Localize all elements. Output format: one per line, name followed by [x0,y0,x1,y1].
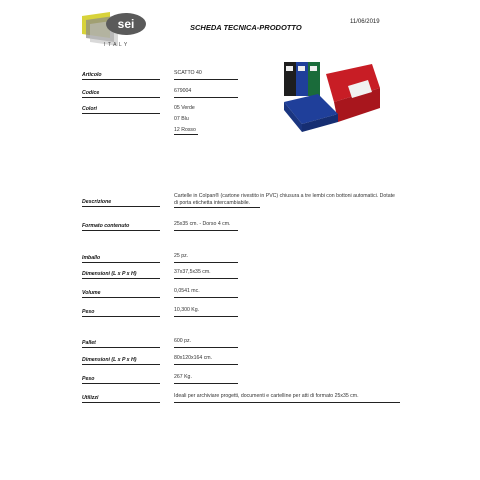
divider [174,230,238,231]
codice-label: Codice [82,90,100,96]
colori-value-3: 12 Rosso [174,127,196,133]
divider [82,383,160,384]
peso-value: 10,300 Kg. [174,307,200,313]
divider [82,113,160,114]
brand-subtitle: ITALY [104,42,130,48]
divider [174,364,238,365]
divider [82,364,160,365]
divider [174,207,260,208]
colori-value-2: 07 Blu [174,116,189,122]
divider [174,297,238,298]
dimensioni-label: Dimensioni (L x P x H) [82,271,137,277]
divider [174,262,238,263]
document-date: 11/06/2019 [350,19,380,25]
descrizione-value-line2: di porta etichetta intercambiabile. [174,200,251,206]
volume-value: 0,0541 mc. [174,288,200,294]
divider [82,230,160,231]
divider [82,262,160,263]
descrizione-value-line1: Cartelle in Colpan® (cartone rivestito in PVC) chiusura a tre lembi con bottoni automatici. Dotate [174,193,395,199]
articolo-label: Articolo [82,72,102,78]
divider [174,347,238,348]
colori-label: Colori [82,106,97,112]
pallet-dimensioni-value: 80x120x164 cm. [174,355,213,361]
articolo-value: SCATTO 40 [174,70,202,76]
pallet-peso-label: Peso [82,376,95,382]
divider [174,278,238,279]
peso-label: Peso [82,309,95,315]
divider [82,402,160,403]
product-image [282,58,382,136]
divider [82,278,160,279]
imballo-label: Imballo [82,255,101,261]
divider [174,134,198,135]
pallet-dimensioni-label: Dimensioni (L x P x H) [82,357,137,363]
volume-label: Volume [82,290,101,296]
divider [82,79,160,80]
divider [174,383,238,384]
divider [82,97,160,98]
colori-value-1: 05 Verde [174,105,195,111]
divider [174,316,238,317]
divider [82,206,160,207]
descrizione-label: Descrizione [82,199,112,205]
page-title: SCHEDA TECNICA-PRODOTTO [190,23,302,32]
utilizzi-value: Ideali per archiviare progetti, documenti e cartelline per atti di formato 25x35 cm. [174,393,359,399]
formato-value: 25x35 cm. - Dorso 4 cm. [174,221,231,227]
pallet-value: 600 pz. [174,338,192,344]
divider [82,347,160,348]
pallet-label: Pallet [82,340,96,346]
utilizzi-label: Utilizzi [82,395,99,401]
pallet-peso-value: 267 Kg. [174,374,192,380]
divider [174,79,238,80]
svg-text:sei: sei [117,17,135,31]
divider [82,316,160,317]
divider [82,297,160,298]
dimensioni-value: 37x37,5x35 cm. [174,269,211,275]
divider [174,402,400,403]
formato-label: Formato contenuto [82,223,130,229]
divider [174,97,238,98]
codice-value: 679004 [174,88,192,94]
imballo-value: 25 pz. [174,253,189,259]
